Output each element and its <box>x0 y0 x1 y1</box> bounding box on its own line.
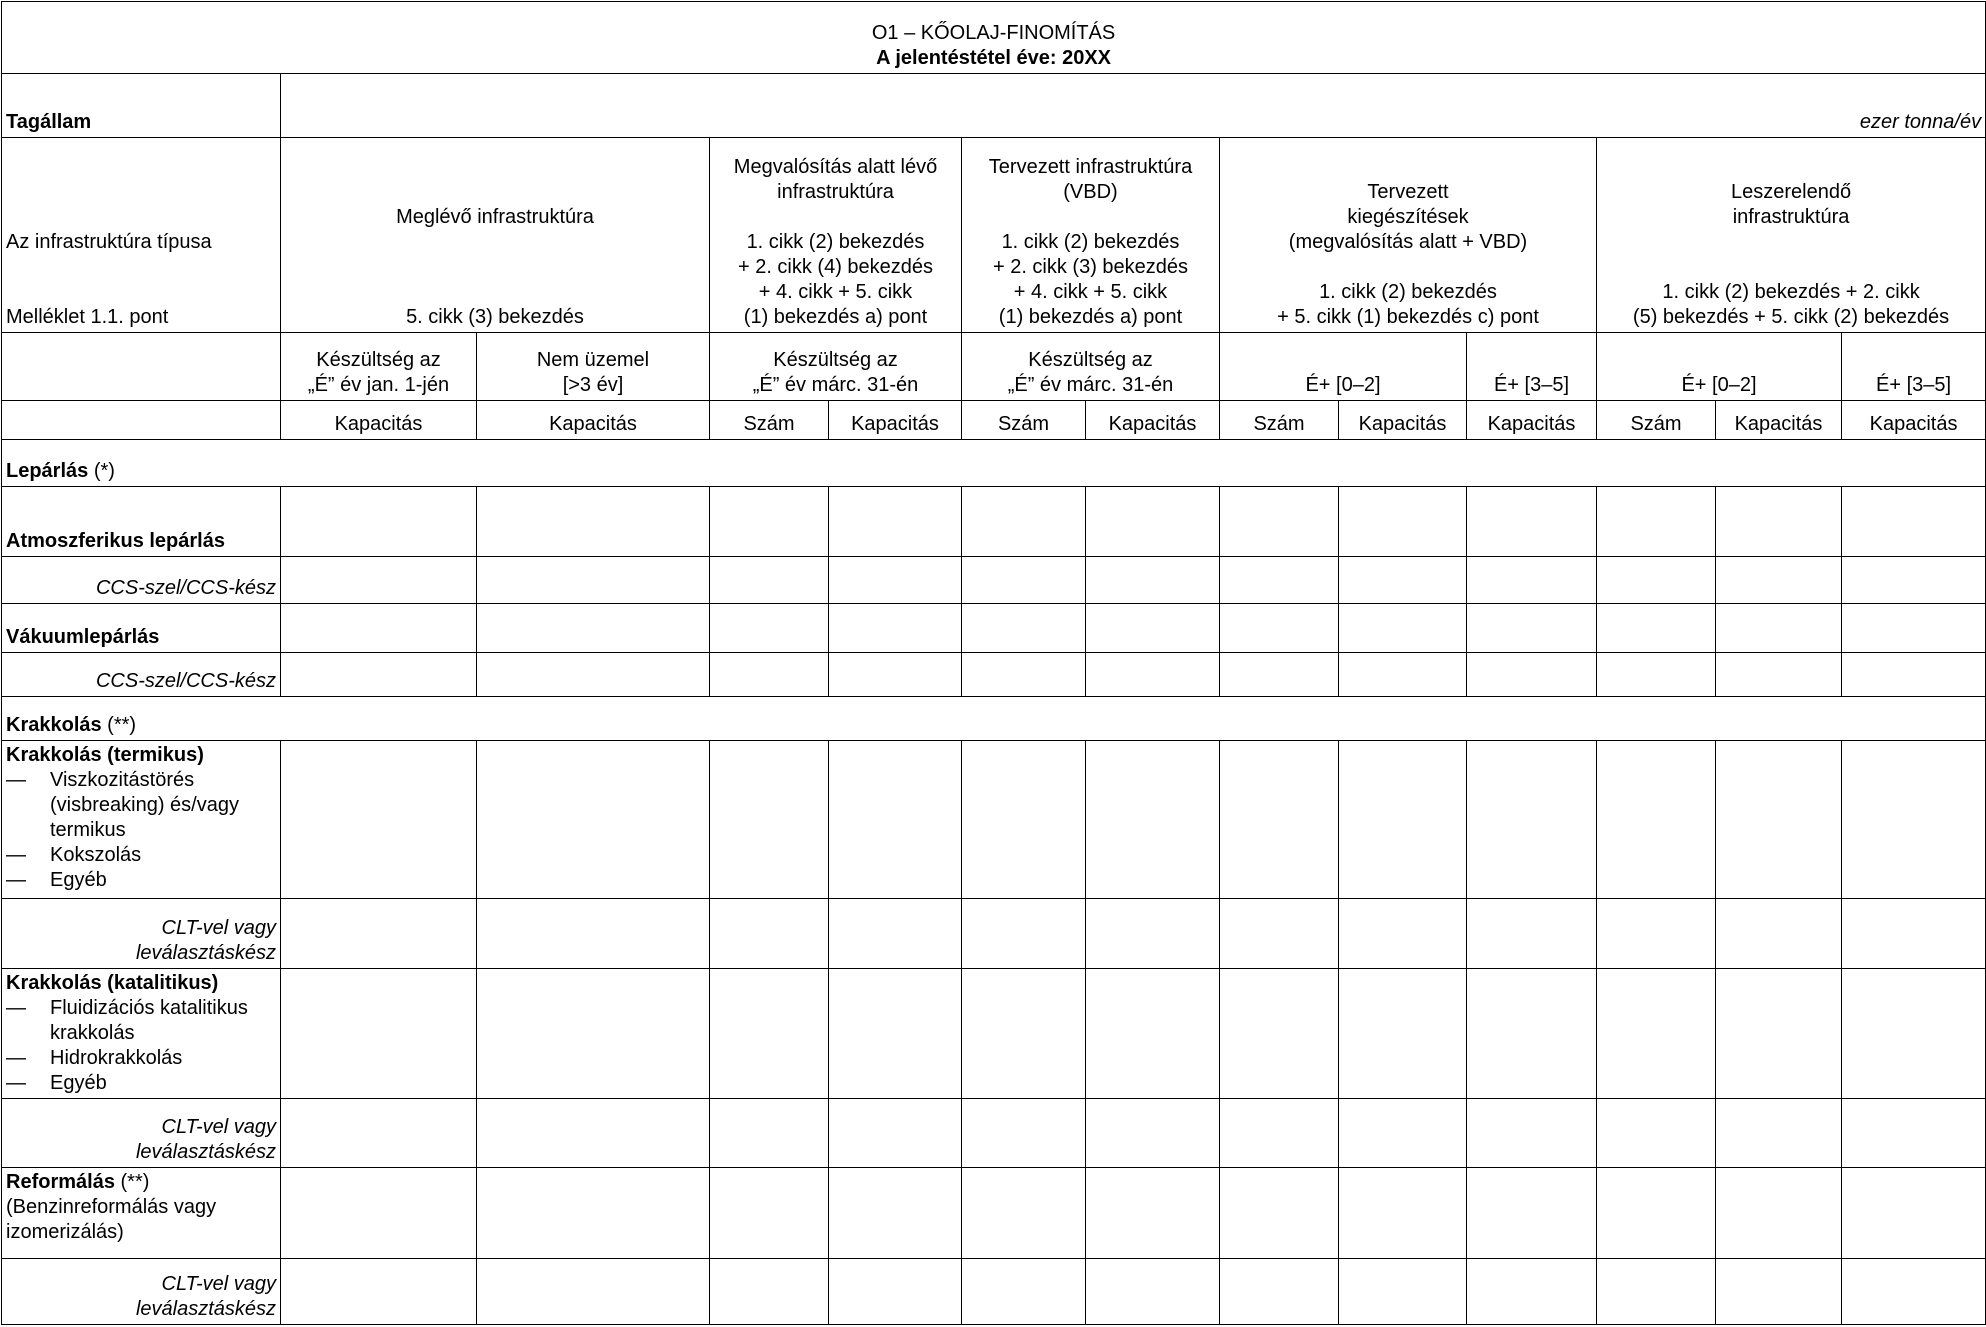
data-cell[interactable] <box>477 557 710 604</box>
data-cell[interactable] <box>1339 899 1467 969</box>
row-label-clt-catalytic <box>2 1099 281 1168</box>
data-cell[interactable] <box>710 969 829 1099</box>
data-cell[interactable] <box>281 899 477 969</box>
data-cell[interactable] <box>1597 557 1716 604</box>
group-decommission <box>1597 138 1986 333</box>
list-item-text: Egyéb <box>50 869 107 891</box>
subheader-readiness-mar-planned-2: „É” év márc. 31-én <box>1007 374 1174 396</box>
data-cell[interactable] <box>710 1259 829 1325</box>
group-existing <box>281 138 710 333</box>
col-label-capacity: Kapacitás <box>1716 401 1842 440</box>
subheader-readiness-mar-uc-1: Készültség az <box>773 349 898 371</box>
data-cell[interactable] <box>281 487 477 557</box>
group-additions-title-1: Tervezett <box>1367 181 1449 203</box>
group-under-construction-ref-4: (1) bekezdés a) pont <box>743 306 928 328</box>
list-item-text: Hidrokrakkolás <box>50 1047 183 1069</box>
data-cell[interactable] <box>477 969 710 1099</box>
data-cell[interactable] <box>1086 1259 1220 1325</box>
section-distillation <box>2 440 1986 487</box>
data-cell[interactable] <box>1716 1099 1842 1168</box>
row-label-reforming-title: Reformálás <box>6 1171 115 1193</box>
data-cell[interactable] <box>1220 969 1339 1099</box>
data-cell[interactable] <box>1716 969 1842 1099</box>
data-cell[interactable] <box>1086 1099 1220 1168</box>
list-item-text: Fluidizációs katalitikus krakkolás <box>50 997 248 1044</box>
data-cell[interactable] <box>1842 1168 1986 1259</box>
data-cell[interactable] <box>1220 604 1339 653</box>
data-cell[interactable] <box>962 1259 1086 1325</box>
annex-label: Melléklet 1.1. pont <box>6 306 169 328</box>
form-title <box>2 2 1986 74</box>
table-row <box>2 1168 1986 1259</box>
list-item-text: Egyéb <box>50 1072 107 1094</box>
list-item-text: Viszkozitástörés (visbreaking) és/vagy termikus <box>50 769 239 841</box>
data-cell[interactable] <box>1339 969 1467 1099</box>
row-label-ccs-vacuum: CCS-szel/CCS-kész <box>2 653 281 697</box>
data-cell[interactable] <box>1339 1168 1467 1259</box>
data-cell[interactable] <box>1086 1168 1220 1259</box>
data-cell[interactable] <box>829 604 962 653</box>
clt-line-1: CLT-vel vagy <box>161 917 276 939</box>
subheader-additions-3-5: É+ [3–5] <box>1467 333 1597 401</box>
data-cell[interactable] <box>1597 899 1716 969</box>
data-cell[interactable] <box>1716 1259 1842 1325</box>
data-cell[interactable] <box>1842 1259 1986 1325</box>
subheader-empty <box>2 333 281 401</box>
data-cell[interactable] <box>477 1259 710 1325</box>
data-cell[interactable] <box>1842 741 1986 899</box>
data-cell[interactable] <box>1597 741 1716 899</box>
data-cell[interactable] <box>962 557 1086 604</box>
data-cell[interactable] <box>829 741 962 899</box>
group-existing-ref: 5. cikk (3) bekezdés <box>406 306 584 328</box>
data-cell[interactable] <box>1220 1099 1339 1168</box>
group-decommission-ref-2: (5) bekezdés + 5. cikk (2) bekezdés <box>1632 306 1950 328</box>
table-row <box>2 1259 1986 1325</box>
reporting-year: A jelentéstétel éve: 20XX <box>876 47 1112 69</box>
data-cell[interactable] <box>1716 604 1842 653</box>
data-cell[interactable] <box>1220 557 1339 604</box>
group-planned-ref-3: + 4. cikk + 5. cikk <box>1013 281 1168 303</box>
dash: — <box>6 1072 26 1094</box>
infrastructure-type-cell <box>2 138 281 333</box>
thermal-list <box>6 768 276 893</box>
data-cell[interactable] <box>1716 741 1842 899</box>
data-cell[interactable] <box>281 1099 477 1168</box>
data-cell[interactable] <box>829 487 962 557</box>
subheader-not-operating-1: Nem üzemel <box>536 349 650 371</box>
data-cell[interactable] <box>1339 741 1467 899</box>
subheader-decommission-0-2: É+ [0–2] <box>1597 333 1842 401</box>
data-cell[interactable] <box>1467 487 1597 557</box>
data-cell[interactable] <box>281 1259 477 1325</box>
data-cell[interactable] <box>1597 1168 1716 1259</box>
section-cracking-label: Krakkolás <box>6 714 102 736</box>
data-cell[interactable] <box>1339 604 1467 653</box>
subheader-decommission-3-5: É+ [3–5] <box>1842 333 1986 401</box>
col-label-capacity: Kapacitás <box>1339 401 1467 440</box>
data-cell[interactable] <box>1842 1099 1986 1168</box>
data-cell[interactable] <box>1467 604 1597 653</box>
row-label-catalytic-title: Krakkolás (katalitikus) <box>6 972 219 994</box>
data-cell[interactable] <box>962 1099 1086 1168</box>
data-cell[interactable] <box>1716 653 1842 697</box>
group-planned-ref-4: (1) bekezdés a) pont <box>998 306 1183 328</box>
group-under-construction-title-1: Megvalósítás alatt lévő <box>733 156 938 178</box>
group-planned-title-1: Tervezett infrastruktúra <box>988 156 1193 178</box>
data-cell[interactable] <box>1597 604 1716 653</box>
data-cell[interactable] <box>281 969 477 1099</box>
data-cell[interactable] <box>1842 653 1986 697</box>
data-cell[interactable] <box>1086 969 1220 1099</box>
data-cell[interactable] <box>477 604 710 653</box>
group-existing-title: Meglévő infrastruktúra <box>396 206 594 228</box>
subheader-readiness-jan-2: „É” év jan. 1-jén <box>307 374 450 396</box>
data-cell[interactable] <box>1597 653 1716 697</box>
clt-line-1: CLT-vel vagy <box>161 1116 276 1138</box>
subheader-readiness-mar-planned-1: Készültség az <box>1028 349 1153 371</box>
data-cell[interactable] <box>1220 741 1339 899</box>
data-cell[interactable] <box>1339 487 1467 557</box>
row-label-clt-thermal <box>2 899 281 969</box>
data-cell[interactable] <box>477 653 710 697</box>
data-cell[interactable] <box>962 1168 1086 1259</box>
group-additions <box>1220 138 1597 333</box>
data-cell[interactable] <box>1467 1259 1597 1325</box>
data-cell[interactable] <box>1716 1168 1842 1259</box>
data-cell[interactable] <box>962 604 1086 653</box>
col-label-capacity: Kapacitás <box>477 401 710 440</box>
table-row <box>2 653 1986 697</box>
subheader-readiness-mar-planned <box>962 333 1220 401</box>
data-cell[interactable] <box>1086 741 1220 899</box>
data-cell[interactable] <box>1716 487 1842 557</box>
subheader-not-operating <box>477 333 710 401</box>
data-cell[interactable] <box>1220 899 1339 969</box>
data-cell[interactable] <box>1220 1168 1339 1259</box>
data-cell[interactable] <box>1842 969 1986 1099</box>
row-label-atmospheric: Atmoszferikus lepárlás <box>2 487 281 557</box>
data-cell[interactable] <box>1716 557 1842 604</box>
data-cell[interactable] <box>962 487 1086 557</box>
data-cell[interactable] <box>1716 899 1842 969</box>
data-cell[interactable] <box>829 1259 962 1325</box>
subheader-readiness-jan-1: Készültség az <box>316 349 441 371</box>
form-title-line1: O1 – KŐOLAJ-FINOMÍTÁS <box>871 22 1116 44</box>
data-cell[interactable] <box>477 1168 710 1259</box>
catalytic-list <box>6 996 276 1096</box>
refining-report-form <box>1 1 1986 1325</box>
dash: — <box>6 844 26 866</box>
data-cell[interactable] <box>1467 741 1597 899</box>
table-row <box>2 1099 1986 1168</box>
data-cell[interactable] <box>1467 1168 1597 1259</box>
table-row <box>2 604 1986 653</box>
subheader-readiness-mar-uc <box>710 333 962 401</box>
data-cell[interactable] <box>710 899 829 969</box>
col-label-number: Szám <box>1220 401 1339 440</box>
subheader-additions-0-2: É+ [0–2] <box>1220 333 1467 401</box>
data-cell[interactable] <box>281 1168 477 1259</box>
row-label-catalytic <box>2 969 281 1099</box>
list-item <box>6 996 276 1046</box>
data-cell[interactable] <box>1086 557 1220 604</box>
table-row <box>2 741 1986 899</box>
data-cell[interactable] <box>1220 653 1339 697</box>
clt-line-2: leválasztáskész <box>135 1298 276 1320</box>
group-decommission-title-1: Leszerelendő <box>1731 181 1852 203</box>
data-cell[interactable] <box>1339 1259 1467 1325</box>
data-cell[interactable] <box>962 741 1086 899</box>
data-cell[interactable] <box>1339 653 1467 697</box>
list-item <box>6 1046 276 1071</box>
data-cell[interactable] <box>477 741 710 899</box>
row-label-thermal-title: Krakkolás (termikus) <box>6 744 204 766</box>
unit-label: ezer tonna/év <box>281 74 1986 138</box>
row-label-vacuum: Vákuumlepárlás <box>2 604 281 653</box>
data-cell[interactable] <box>1467 653 1597 697</box>
data-cell[interactable] <box>477 487 710 557</box>
data-cell[interactable] <box>281 604 477 653</box>
list-item <box>6 868 276 893</box>
data-cell[interactable] <box>710 1168 829 1259</box>
group-planned <box>962 138 1220 333</box>
data-cell[interactable] <box>829 653 962 697</box>
data-cell[interactable] <box>962 969 1086 1099</box>
data-cell[interactable] <box>1086 604 1220 653</box>
group-under-construction <box>710 138 962 333</box>
data-cell[interactable] <box>1597 969 1716 1099</box>
data-cell[interactable] <box>1086 487 1220 557</box>
data-cell[interactable] <box>1086 653 1220 697</box>
data-cell[interactable] <box>281 741 477 899</box>
data-cell[interactable] <box>962 899 1086 969</box>
row-label-reforming-sub: (Benzinreformálás vagy izomerizálás) <box>6 1196 217 1243</box>
data-cell[interactable] <box>1597 1099 1716 1168</box>
row-label-clt-reforming <box>2 1259 281 1325</box>
clt-line-1: CLT-vel vagy <box>161 1273 276 1295</box>
group-under-construction-ref-3: + 4. cikk + 5. cikk <box>758 281 913 303</box>
data-cell[interactable] <box>1842 487 1986 557</box>
clt-line-2: leválasztáskész <box>135 1141 276 1163</box>
data-cell[interactable] <box>710 1099 829 1168</box>
group-additions-title-3: (megvalósítás alatt + VBD) <box>1288 231 1528 253</box>
col-label-capacity: Kapacitás <box>1467 401 1597 440</box>
data-cell[interactable] <box>1467 969 1597 1099</box>
table-row <box>2 557 1986 604</box>
infrastructure-type-label: Az infrastruktúra típusa <box>6 231 212 253</box>
list-item <box>6 843 276 868</box>
col-label-number: Szám <box>962 401 1086 440</box>
section-distillation-label: Lepárlás <box>6 460 89 482</box>
data-cell[interactable] <box>1467 899 1597 969</box>
section-cracking-note: (**) <box>101 714 137 736</box>
data-cell[interactable] <box>477 1099 710 1168</box>
row-label-ccs-atmospheric: CCS-szel/CCS-kész <box>2 557 281 604</box>
group-decommission-ref-1: 1. cikk (2) bekezdés + 2. cikk <box>1662 281 1920 303</box>
data-cell[interactable] <box>281 557 477 604</box>
group-under-construction-ref-1: 1. cikk (2) bekezdés <box>746 231 925 253</box>
group-planned-ref-2: + 2. cikk (3) bekezdés <box>992 256 1189 278</box>
list-item <box>6 768 276 843</box>
subheader-not-operating-2: [>3 év] <box>562 374 624 396</box>
data-cell[interactable] <box>1597 1259 1716 1325</box>
row-label-reforming <box>2 1168 281 1259</box>
dash: — <box>6 1047 26 1069</box>
data-cell[interactable] <box>829 557 962 604</box>
row-label-thermal <box>2 741 281 899</box>
data-cell[interactable] <box>710 487 829 557</box>
clt-line-2: leválasztáskész <box>135 942 276 964</box>
data-cell[interactable] <box>829 1099 962 1168</box>
data-cell[interactable] <box>1086 899 1220 969</box>
col-label-capacity: Kapacitás <box>829 401 962 440</box>
list-item-text: Kokszolás <box>50 844 142 866</box>
group-planned-ref-1: 1. cikk (2) bekezdés <box>1001 231 1180 253</box>
group-planned-title-2: (VBD) <box>1063 181 1118 203</box>
member-state-label: Tagállam <box>2 74 281 138</box>
group-under-construction-ref-2: + 2. cikk (4) bekezdés <box>737 256 934 278</box>
section-cracking <box>2 697 1986 741</box>
group-additions-ref-1: 1. cikk (2) bekezdés <box>1319 281 1497 303</box>
col-label-empty <box>2 401 281 440</box>
data-cell[interactable] <box>710 604 829 653</box>
data-cell[interactable] <box>829 1168 962 1259</box>
subheader-readiness-mar-uc-2: „É” év márc. 31-én <box>752 374 919 396</box>
subheader-readiness-jan <box>281 333 477 401</box>
data-cell[interactable] <box>1220 487 1339 557</box>
data-cell[interactable] <box>1597 487 1716 557</box>
row-label-reforming-note: (**) <box>114 1171 150 1193</box>
data-cell[interactable] <box>1339 557 1467 604</box>
data-cell[interactable] <box>1220 1259 1339 1325</box>
col-label-capacity: Kapacitás <box>281 401 477 440</box>
data-cell[interactable] <box>1842 604 1986 653</box>
data-cell[interactable] <box>1842 899 1986 969</box>
list-item <box>6 1071 276 1096</box>
data-cell[interactable] <box>710 653 829 697</box>
data-cell[interactable] <box>1842 557 1986 604</box>
col-label-number: Szám <box>710 401 829 440</box>
group-under-construction-title-2: infrastruktúra <box>777 181 894 203</box>
col-label-number: Szám <box>1597 401 1716 440</box>
data-cell[interactable] <box>281 653 477 697</box>
group-additions-ref-2: + 5. cikk (1) bekezdés c) pont <box>1277 306 1539 328</box>
data-cell[interactable] <box>1339 1099 1467 1168</box>
table-row <box>2 899 1986 969</box>
table-row <box>2 969 1986 1099</box>
group-decommission-title-2: infrastruktúra <box>1732 206 1850 228</box>
section-distillation-note: (*) <box>88 460 115 482</box>
data-cell[interactable] <box>710 741 829 899</box>
dash: — <box>6 769 26 791</box>
data-cell[interactable] <box>829 899 962 969</box>
col-label-capacity: Kapacitás <box>1086 401 1220 440</box>
data-cell[interactable] <box>829 969 962 1099</box>
col-label-capacity: Kapacitás <box>1842 401 1986 440</box>
dash: — <box>6 997 26 1019</box>
table-row <box>2 487 1986 557</box>
data-cell[interactable] <box>477 899 710 969</box>
dash: — <box>6 869 26 891</box>
group-additions-title-2: kiegészítések <box>1347 206 1469 228</box>
data-cell[interactable] <box>962 653 1086 697</box>
data-cell[interactable] <box>1467 1099 1597 1168</box>
data-cell[interactable] <box>710 557 829 604</box>
data-cell[interactable] <box>1467 557 1597 604</box>
